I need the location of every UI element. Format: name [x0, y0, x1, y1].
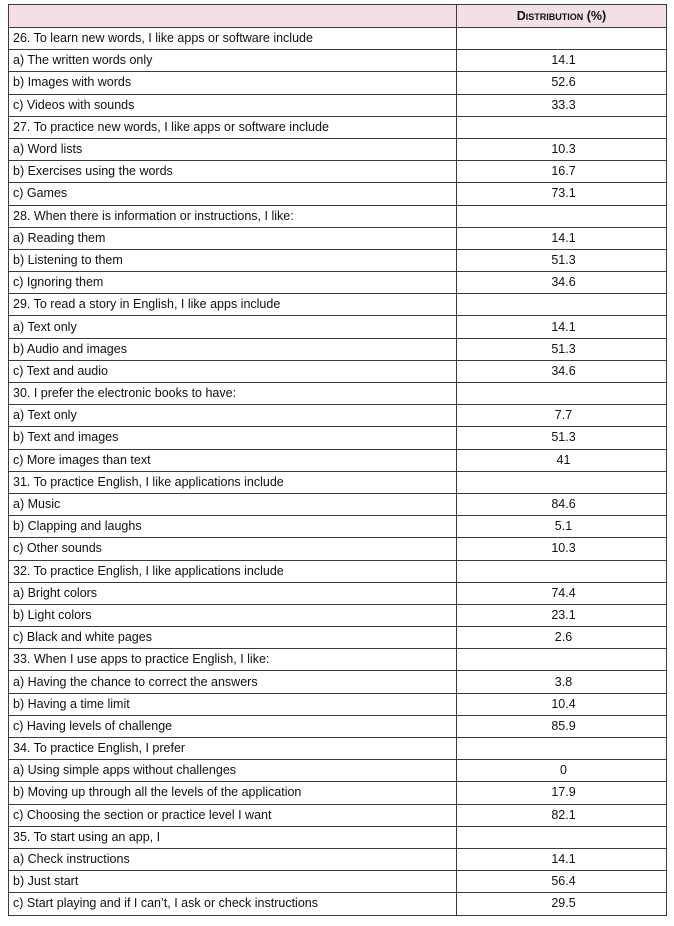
option-row [9, 804, 667, 826]
option-label: a) Music [9, 493, 457, 515]
option-label: a) Text only [9, 405, 457, 427]
option-distribution-value: 10.3 [457, 138, 667, 160]
question-row [9, 738, 667, 760]
option-row [9, 183, 667, 205]
option-distribution-value: 3.8 [457, 671, 667, 693]
option-row [9, 871, 667, 893]
option-distribution-value: 84.6 [457, 493, 667, 515]
option-row [9, 760, 667, 782]
option-distribution-value: 23.1 [457, 604, 667, 626]
question-text: 33. When I use apps to practice English, I like: [9, 649, 457, 671]
option-row [9, 138, 667, 160]
question-text: 28. When there is information or instructions, I like: [9, 205, 457, 227]
option-label: c) Having levels of challenge [9, 715, 457, 737]
question-text: 34. To practice English, I prefer [9, 738, 457, 760]
option-distribution-value: 2.6 [457, 627, 667, 649]
option-label: b) Light colors [9, 604, 457, 626]
option-label: b) Audio and images [9, 338, 457, 360]
option-row [9, 72, 667, 94]
question-text: 32. To practice English, I like applications include [9, 560, 457, 582]
question-value-empty [457, 826, 667, 848]
option-row [9, 249, 667, 271]
header-row [9, 5, 667, 28]
question-value-empty [457, 471, 667, 493]
option-row [9, 715, 667, 737]
question-row [9, 649, 667, 671]
option-label: c) Ignoring them [9, 272, 457, 294]
option-distribution-value: 34.6 [457, 360, 667, 382]
question-text: 27. To practice new words, I like apps or software include [9, 116, 457, 138]
option-label: a) Text only [9, 316, 457, 338]
option-distribution-value: 56.4 [457, 871, 667, 893]
option-distribution-value: 14.1 [457, 50, 667, 72]
option-label: b) Text and images [9, 427, 457, 449]
option-distribution-value: 82.1 [457, 804, 667, 826]
option-distribution-value: 34.6 [457, 272, 667, 294]
option-distribution-value: 51.3 [457, 338, 667, 360]
question-row [9, 294, 667, 316]
option-row [9, 360, 667, 382]
option-distribution-value: 7.7 [457, 405, 667, 427]
option-label: b) Just start [9, 871, 457, 893]
option-row [9, 516, 667, 538]
option-label: c) Start playing and if I can’t, I ask or check instructions [9, 893, 457, 915]
option-distribution-value: 17.9 [457, 782, 667, 804]
option-row [9, 493, 667, 515]
option-row [9, 671, 667, 693]
question-text: 29. To read a story in English, I like apps include [9, 294, 457, 316]
option-distribution-value: 14.1 [457, 316, 667, 338]
option-distribution-value: 14.1 [457, 848, 667, 870]
distribution-column-header: Distribution (%) [457, 5, 667, 28]
option-distribution-value: 51.3 [457, 427, 667, 449]
table-body [9, 28, 667, 916]
option-distribution-value: 73.1 [457, 183, 667, 205]
option-row [9, 449, 667, 471]
option-distribution-value: 29.5 [457, 893, 667, 915]
question-text: 26. To learn new words, I like apps or software include [9, 28, 457, 50]
question-row [9, 28, 667, 50]
option-label: b) Moving up through all the levels of the application [9, 782, 457, 804]
question-value-empty [457, 649, 667, 671]
option-label: a) Check instructions [9, 848, 457, 870]
option-label: c) Text and audio [9, 360, 457, 382]
option-distribution-value: 33.3 [457, 94, 667, 116]
question-column-header [9, 5, 457, 28]
question-text: 35. To start using an app, I [9, 826, 457, 848]
option-row [9, 893, 667, 915]
question-row [9, 560, 667, 582]
option-label: a) Reading them [9, 227, 457, 249]
option-label: a) The written words only [9, 50, 457, 72]
option-distribution-value: 14.1 [457, 227, 667, 249]
question-row [9, 826, 667, 848]
option-row [9, 538, 667, 560]
option-row [9, 582, 667, 604]
option-row [9, 627, 667, 649]
question-row [9, 205, 667, 227]
question-value-empty [457, 738, 667, 760]
question-value-empty [457, 116, 667, 138]
option-row [9, 50, 667, 72]
option-row [9, 94, 667, 116]
option-label: a) Word lists [9, 138, 457, 160]
option-label: c) More images than text [9, 449, 457, 471]
option-distribution-value: 0 [457, 760, 667, 782]
option-label: b) Listening to them [9, 249, 457, 271]
option-label: c) Choosing the section or practice level I want [9, 804, 457, 826]
option-distribution-value: 74.4 [457, 582, 667, 604]
option-row [9, 693, 667, 715]
option-row [9, 316, 667, 338]
option-label: a) Using simple apps without challenges [9, 760, 457, 782]
question-value-empty [457, 294, 667, 316]
option-label: a) Having the chance to correct the answers [9, 671, 457, 693]
question-row [9, 383, 667, 405]
option-row [9, 272, 667, 294]
option-label: a) Bright colors [9, 582, 457, 604]
option-label: c) Games [9, 183, 457, 205]
question-row [9, 471, 667, 493]
option-distribution-value: 51.3 [457, 249, 667, 271]
survey-table [8, 4, 667, 916]
question-text: 31. To practice English, I like applications include [9, 471, 457, 493]
option-label: b) Exercises using the words [9, 161, 457, 183]
option-distribution-value: 10.4 [457, 693, 667, 715]
option-distribution-value: 85.9 [457, 715, 667, 737]
option-distribution-value: 16.7 [457, 161, 667, 183]
question-value-empty [457, 560, 667, 582]
option-distribution-value: 52.6 [457, 72, 667, 94]
option-row [9, 338, 667, 360]
question-value-empty [457, 205, 667, 227]
option-distribution-value: 5.1 [457, 516, 667, 538]
question-row [9, 116, 667, 138]
option-label: c) Black and white pages [9, 627, 457, 649]
option-label: c) Videos with sounds [9, 94, 457, 116]
option-row [9, 405, 667, 427]
option-row [9, 604, 667, 626]
option-distribution-value: 10.3 [457, 538, 667, 560]
option-row [9, 782, 667, 804]
option-label: b) Having a time limit [9, 693, 457, 715]
question-value-empty [457, 383, 667, 405]
option-row [9, 227, 667, 249]
option-label: c) Other sounds [9, 538, 457, 560]
option-label: b) Images with words [9, 72, 457, 94]
question-value-empty [457, 28, 667, 50]
question-text: 30. I prefer the electronic books to have: [9, 383, 457, 405]
option-row [9, 427, 667, 449]
option-label: b) Clapping and laughs [9, 516, 457, 538]
option-row [9, 161, 667, 183]
option-distribution-value: 41 [457, 449, 667, 471]
option-row [9, 848, 667, 870]
